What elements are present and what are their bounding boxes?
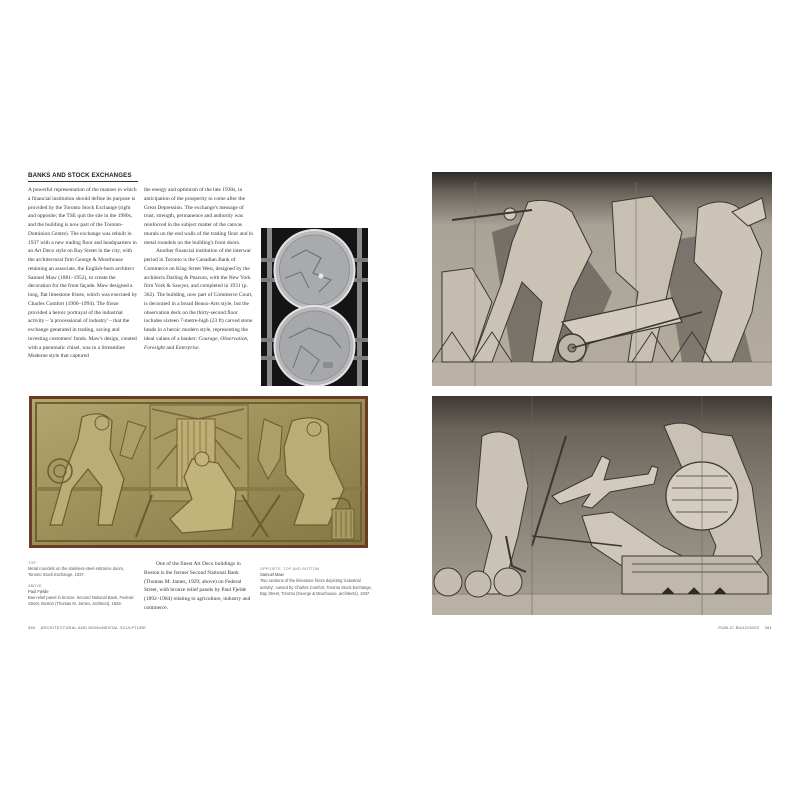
paragraph-text: Another financial institution of the interwar period in Toronto is the Canadian Bank of Commerce on King Street West, designed by the architects Darling & Pearson, with the New York firm York & Sawyer, and completed in 1931 (p. 362). The building, now part of Commerce Court, is decorated in a broad Beaux-Arts style, but the observation deck on the thirty-second floor includes sixteen 7-metre-high (23 ft) carved stone heads in a heroic modern style, representing the ideal values of a banker:: [144, 248, 253, 342]
body-column-3: [144, 560, 254, 613]
caption-above-text: Bas-relief panel in bronze, Second National Bank, Federal Street, Boston (Thomas M. James, architect), 1929.: [28, 595, 134, 607]
separator: ,: [247, 335, 249, 342]
page-number: 361: [764, 626, 772, 630]
folio-right: [718, 626, 772, 630]
body-paragraph: [144, 247, 254, 352]
body-column-1: [28, 186, 138, 361]
separator: .: [198, 344, 200, 351]
separator: and: [164, 344, 176, 351]
opposite-caption: [260, 566, 372, 597]
folio-left: [28, 626, 146, 630]
body-paragraph: the energy and optimism of the late 1930s, in anticipation of the prosperity to come after the Great Depression. The exchange's message of trust, strength, permanence and authority was reinforced in the subject matter of the canvas murals on the end walls of the trading floor and in metal roundels on the building's front doors.: [144, 187, 254, 246]
virtue-courage: Courage: [198, 335, 218, 342]
metal-roundels-image: [261, 228, 368, 386]
virtue-observation: Observation: [220, 335, 248, 342]
caption-label-top: TOP: [28, 561, 37, 565]
limestone-frieze-top-image: [432, 172, 772, 386]
running-head: PUBLIC BUILDINGS: [718, 626, 760, 630]
body-column-2: [144, 186, 254, 352]
page-number: 360: [28, 626, 36, 630]
caption-artist-name: Paul Fjelde: [28, 588, 49, 594]
body-paragraph: One of the finest Art Deco buildings in Boston is the former Second National Bank (Thomas M. James, 1929; above) on Federal Street, with bronze relief panels by Paul Fjelde (1892–1984) relating to agriculture, industry and commerce.: [144, 561, 251, 611]
caption-top-text: Metal roundels on the stainless-steel entrance doors, Toronto Stock Exchange, 1937.: [28, 566, 125, 578]
body-paragraph: A powerful representation of the manner in which a financial institution should define its purpose is provided by the Toronto Stock Exchange (right and opposite; the TSE quit the site in the 1980s, and the building is now part of the Toronto-Dominion Centre). The exchange was rebuilt in 1937 with a new trading floor and headquarters in an Art Deco style on Bay Street in the city, with the architectural firm George & Moorhouse retaining an associate, the English-born architect Samuel Maw (1881–1952), to create the decoration for the front façade. Maw designed a long, flat limestone frieze, which was executed by Charles Comfort (1900–1994). The frieze provided a heroic portrayal of the industrial activity – 'a processional of industry' – that the exchange generated in trading, saving and investing customers' funds. Maw's design, created with a pneumatic chisel, was in a Streamline Moderne style that captured: [28, 187, 138, 360]
running-head: ARCHITECTURAL AND MONUMENTAL SCULPTURE: [40, 626, 147, 630]
separator: ,: [217, 335, 221, 342]
caption-label-above: ABOVE: [28, 583, 42, 588]
caption-label-opposite: OPPOSITE, TOP AND BOTTOM: [260, 567, 320, 571]
virtue-foresight: Foresight: [144, 344, 165, 351]
limestone-frieze-bottom-image: [432, 396, 772, 615]
virtue-enterprise: Enterprise: [175, 344, 199, 351]
left-captions: [28, 560, 138, 607]
caption-opposite-text: Two sections of the limestone frieze depicting 'industrial activity', carved by Charles Comfort, Toronto Stock Exchange, Bay Street, Toronto (George & Moorhouse, architects), 1937.: [260, 578, 372, 596]
bronze-relief-panel-image: [29, 396, 368, 548]
caption-artist-name: Samuel Maw: [260, 572, 284, 578]
section-heading: BANKS AND STOCK EXCHANGES: [28, 172, 138, 182]
